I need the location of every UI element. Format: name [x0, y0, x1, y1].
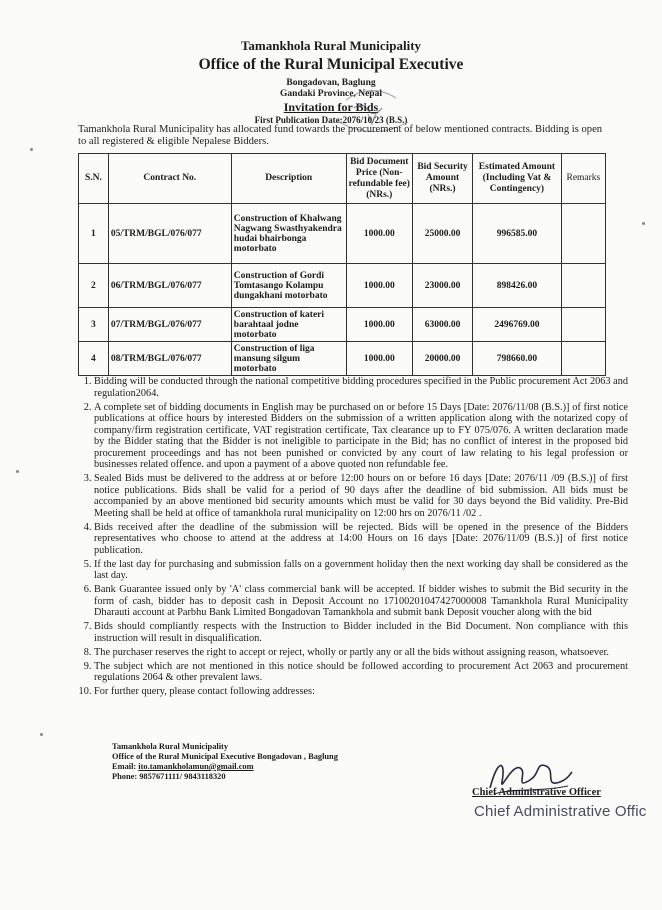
- col-estimated-amount: Estimated Amount (Including Vat & Contingency): [473, 154, 562, 204]
- cell-bid-doc-price: 1000.00: [346, 342, 412, 376]
- condition-item: 6. Bank Guarantee issued only by 'A' class commercial bank will be accepted. If bidder wishes to submit the Bid security in the form of cash, bidder has to deposit cash in Deposit Account no 17100201047427000008 Tamankhola Rural Municipality Dharauti account at Parbhu Bank Limited Bongadovan Tamankhola and submit bank Deposit voucher along with the bid: [94, 584, 628, 619]
- table-header-row: [79, 154, 606, 204]
- cell-estimated-amount: 996585.00: [473, 204, 562, 264]
- condition-item: 4. Bids received after the deadline of the submission will be rejected. Bids will be opened in the presence of the Bidders representatives who choose to attend at the address at 14:00 Hours on 16 days [Date: 2076/11/09 (B.S.)] of first notice publication.: [94, 522, 628, 557]
- table-row: [79, 264, 606, 308]
- cell-bid-security: 23000.00: [412, 264, 472, 308]
- col-description: Description: [231, 154, 346, 204]
- table-row: [79, 308, 606, 342]
- cell-sn: 2: [79, 264, 109, 308]
- scan-speck: [16, 470, 19, 473]
- condition-item: 1. Bidding will be conducted through the national competitive bidding procedures specified in the Public procurement Act 2063 and regulation2064.: [94, 376, 628, 399]
- condition-item: 10. For further query, please contact following addresses:: [94, 686, 628, 698]
- office-title: Office of the Rural Municipal Executive: [198, 56, 464, 73]
- notice-conditions-list: [76, 376, 628, 700]
- contact-name: Tamankhola Rural Municipality: [112, 742, 229, 751]
- municipality-name: Tamankhola Rural Municipality: [240, 38, 422, 53]
- cell-estimated-amount: 798660.00: [473, 342, 562, 376]
- cell-bid-security: 63000.00: [412, 308, 472, 342]
- cell-sn: 4: [79, 342, 109, 376]
- col-sn: S.N.: [79, 154, 109, 204]
- contact-phone: Phone: 9857671111/ 9843118320: [112, 772, 226, 781]
- email-label: Email:: [112, 762, 139, 771]
- cell-description: Construction of Khalwang Nagwang Swasthyakendra hudai bhairbonga motorbato: [231, 204, 346, 264]
- intro-paragraph: Tamankhola Rural Municipality has allocated fund towards the procurement of below mentioned contracts. Bidding is open to all registered & eligible Nepalese Bidders.: [78, 124, 603, 147]
- condition-item: 2. A complete set of bidding documents in English may be purchased on or before 15 Days [Date: 2076/11/08 (B.S.)] of first notice publications at office hours by interested Bidders on the submission of a written application along with the notarized copy of company/firm registration certificate, VAT registration certificate, Tax clearance up to FY 075/076. A written declaration made by the Bidder stating that the Bidder is not ineligible to participate in the Bid; has no conflict of interest in the proposed bid procurement proceedings and has not been punished or convicted by any court of law relating to his legal profession or businesses related offence. and upon a payment of a above quoted non refundable fee.: [94, 402, 628, 471]
- col-contract-no: Contract No.: [108, 154, 231, 204]
- signatory-stamp: Chief Administrative Offic: [474, 803, 647, 820]
- scan-speck: [40, 733, 43, 736]
- cell-description: Construction of kateri barahtaal jodne motorbato: [231, 308, 346, 342]
- notice-title: Invitation for Bids: [283, 100, 379, 114]
- cell-contract-no: 06/TRM/BGL/076/077: [108, 264, 231, 308]
- cell-remarks: [561, 342, 605, 376]
- col-bid-doc-price: Bid Document Price (Non-refundable fee) (NRs.): [346, 154, 412, 204]
- cell-sn: 1: [79, 204, 109, 264]
- cell-estimated-amount: 2496769.00: [473, 308, 562, 342]
- contact-email-line: [112, 762, 338, 772]
- cell-bid-doc-price: 1000.00: [346, 264, 412, 308]
- email-link[interactable]: ito.tamankholamun@gmail.com: [138, 762, 254, 771]
- cell-contract-no: 08/TRM/BGL/076/077: [108, 342, 231, 376]
- table-row: [79, 342, 606, 376]
- col-remarks: Remarks: [561, 154, 605, 204]
- publication-date: First Publication Date:2076/10/23 (B.S.): [254, 115, 408, 125]
- cell-remarks: [561, 264, 605, 308]
- cell-description: Construction of Gordi Tomtasango Kolampu dungakhani motorbato: [231, 264, 346, 308]
- cell-bid-security: 20000.00: [412, 342, 472, 376]
- condition-item: 9. The subject which are not mentioned in this notice should be followed according to procurement Act 2063 and procurement regulations 2064 & other prevalent laws.: [94, 661, 628, 684]
- cell-remarks: [561, 204, 605, 264]
- signatory-title: Chief Administrative Officer: [472, 787, 601, 798]
- cell-bid-security: 25000.00: [412, 204, 472, 264]
- contact-office: Office of the Rural Municipal Executive Bongadovan , Baglung: [112, 752, 338, 761]
- scan-speck: [30, 148, 33, 151]
- cell-bid-doc-price: 1000.00: [346, 308, 412, 342]
- condition-item: 5. If the last day for purchasing and submission falls on a government holiday then the next working day shall be considered as the last day.: [94, 559, 628, 582]
- cell-remarks: [561, 308, 605, 342]
- cell-sn: 3: [79, 308, 109, 342]
- bids-table: [78, 153, 606, 376]
- cell-bid-doc-price: 1000.00: [346, 204, 412, 264]
- cell-contract-no: 07/TRM/BGL/076/077: [108, 308, 231, 342]
- condition-item: 8. The purchaser reserves the right to accept or reject, wholly or partly any or all the bids without assigning reason, whatsoever.: [94, 647, 628, 659]
- address-line-1: Bongadovan, Baglung: [286, 78, 376, 88]
- scan-speck: [642, 222, 645, 225]
- cell-estimated-amount: 898426.00: [473, 264, 562, 308]
- table-row: [79, 204, 606, 264]
- contact-block: [112, 742, 338, 782]
- col-bid-security: Bid Security Amount (NRs.): [412, 154, 472, 204]
- condition-item: 3. Sealed Bids must be delivered to the address at or before 12:00 hours on or before 16 days [Date: 2076/11 /09 (B.S.)] of first notice publications. Bids shall be valid for a period of 90 days after the deadline of bid submission. All bids must be accompanied by an above mentioned bid security amounts which must be valid for 30 days beyond the Bid validity. Pre-Bid Meeting shall be held at office of tamankhola rural municipality on 12:00 hrs on 2076/11 /02 .: [94, 473, 628, 519]
- cell-contract-no: 05/TRM/BGL/076/077: [108, 204, 231, 264]
- address-line-2: Gandaki Province, Nepal: [280, 89, 382, 99]
- cell-description: Construction of liga mansung silgum motorbato: [231, 342, 346, 376]
- condition-item: 7. Bids should compliantly respects with the Instruction to Bidder included in the Bid Document. Non compliance with this instruction will result in disqualification.: [94, 621, 628, 644]
